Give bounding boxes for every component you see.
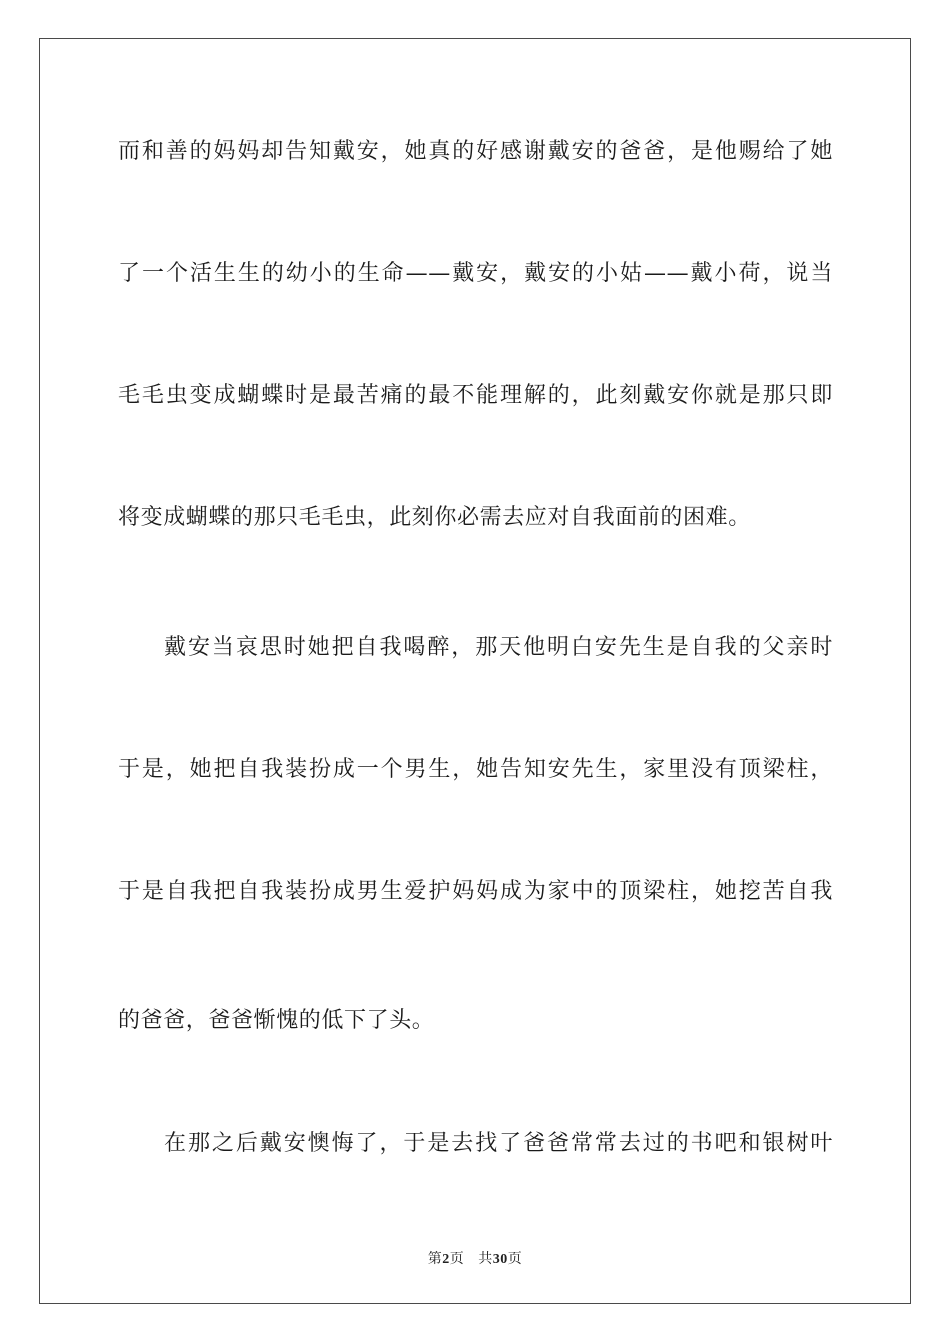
footer-total-prefix: 共 [478,1251,493,1267]
body-line-4: 将变成蝴蝶的那只毛毛虫，此刻你必需去应对自我面前的困难。 [118,505,751,530]
footer-page-number: 2 [442,1252,450,1267]
page-footer [0,1250,950,1269]
body-line-5: 戴安当哀思时她把自我喝醉，那天他明白安先生是自我的父亲时 [164,635,833,660]
page-border [39,38,911,1304]
body-line-9: 在那之后戴安懊悔了，于是去找了爸爸常常去过的书吧和银树叶 [164,1131,833,1156]
footer-total-unit: 页 [507,1251,523,1267]
footer-page-unit: 页 [449,1251,465,1267]
body-line-1: 而和善的妈妈却告知戴安，她真的好感谢戴安的爸爸，是他赐给了她 [118,139,833,164]
footer-page-prefix: 第 [427,1251,443,1267]
body-line-2: 了一个活生生的幼小的生命——戴安，戴安的小姑——戴小荷，说当 [118,261,833,286]
footer-total-number: 30 [492,1252,508,1267]
body-line-8: 的爸爸，爸爸惭愧的低下了头。 [118,1008,435,1033]
body-line-3: 毛毛虫变成蝴蝶时是最苦痛的最不能理解的，此刻戴安你就是那只即 [118,383,833,408]
body-line-6: 于是，她把自我装扮成一个男生，她告知安先生，家里没有顶梁柱， [118,757,833,782]
body-line-7: 于是自我把自我装扮成男生爱护妈妈成为家中的顶梁柱，她挖苦自我 [118,879,833,904]
